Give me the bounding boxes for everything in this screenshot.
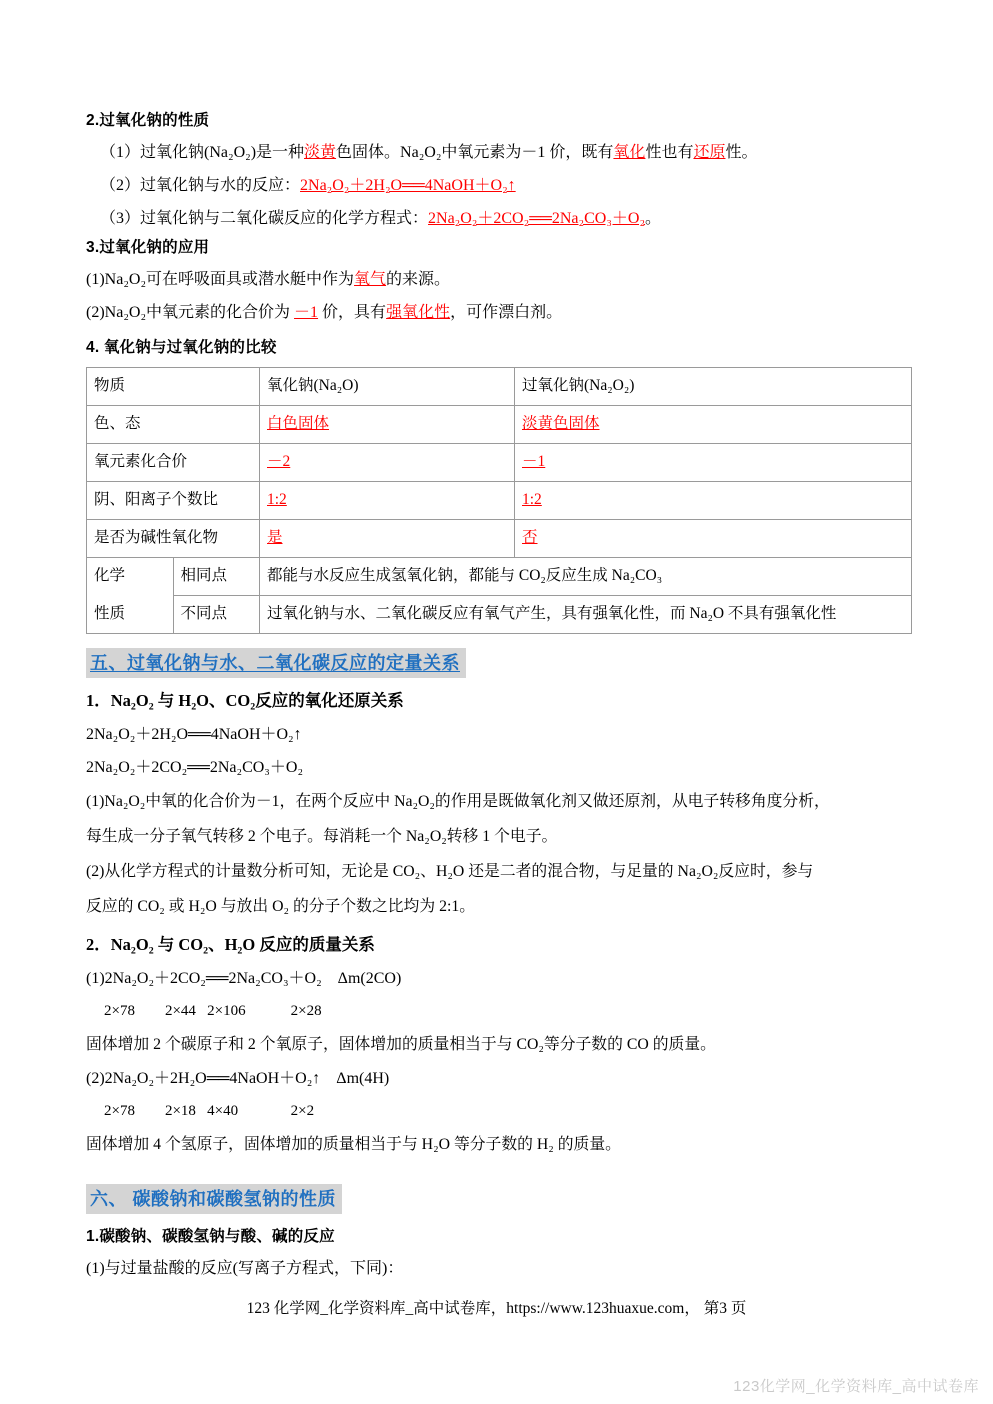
row-3-na2o: 1:2	[260, 482, 515, 520]
section-2-item-2	[86, 169, 912, 202]
s2-i1-mid-2: 性也有	[645, 144, 694, 161]
s2-i1-red-3: 还原	[693, 144, 726, 161]
row-3-label: 阴、阳离子个数比	[87, 482, 260, 520]
row-1-na2o2: 淡黄色固体	[515, 406, 912, 444]
section-5-para-1-line-1: (1)Na₂O₂中氧的化合价为－1，在两个反应中 Na₂O₂的作用是既做氧化剂又做还原剂，从电子转移角度分析，	[86, 793, 830, 810]
table-row	[87, 406, 912, 444]
section-5-para-2-line-2: 反应的 CO₂ 或 H₂O 与放出 O₂ 的分子个数之比均为 2:1。	[86, 898, 476, 915]
s2-i2-label: （2）过氧化钠与水的反应：	[100, 177, 301, 194]
row-3-na2o2: 1:2	[515, 482, 912, 520]
table-row	[87, 368, 912, 406]
section-5-equation-2: 2Na₂O₂＋2CO₂══2Na₂CO₃＋O₂	[86, 759, 304, 776]
s2-i1-post: 性。	[725, 144, 758, 161]
comparison-table	[86, 367, 912, 634]
section-6-sub-1-heading: 1.碳酸钠、碳酸氢钠与酸、碱的反应	[86, 1228, 335, 1245]
section-2-item-3	[86, 202, 912, 235]
section-5-mass-note-1: 固体增加 2 个碳原子和 2 个氧原子，固体增加的质量相当于与 CO₂等分子数的 CO 的质量。	[86, 1036, 716, 1053]
row-4-na2o2: 否	[515, 520, 912, 558]
section-6-heading: 六、 碳酸钠和碳酸氢钠的性质	[86, 1184, 342, 1214]
row-2-label: 氧元素化合价	[87, 444, 260, 482]
section-6-item-1: (1)与过量盐酸的反应(写离子方程式，下同)：	[86, 1260, 404, 1277]
s3-i1-pre: (1)Na₂O₂可在呼吸面具或潜水艇中作为	[86, 271, 355, 288]
row-4-na2o: 是	[260, 520, 515, 558]
row-2-na2o: －2	[260, 444, 515, 482]
section-5-heading-wrap	[86, 648, 912, 678]
s2-i3-label: （3）过氧化钠与二氧化碳反应的化学方程式：	[100, 210, 429, 227]
section-5-sub-2-heading: 2．Na₂O₂ 与 CO₂、H₂O 反应的质量关系	[86, 935, 375, 954]
section-5-equation-1: 2Na₂O₂＋2H₂O══4NaOH＋O₂↑	[86, 726, 302, 743]
section-5-mass-equation-2: (2)2Na₂O₂＋2H₂O══4NaOH＋O₂↑ Δm(4H)	[86, 1070, 390, 1087]
page-footer: 123 化学网_化学资料库_高中试卷库，https://www.123huaxue.com， 第3 页	[246, 1300, 747, 1317]
s3-i1-post: 的来源。	[386, 271, 451, 288]
section-5-para-2-line-1: (2)从化学方程式的计量数分析可知，无论是 CO₂、H₂O 还是二者的混合物，与足量的 Na₂O₂反应时，参与	[86, 863, 814, 880]
section-5-mass-values-2: 2×78 2×18 4×40 2×2	[104, 1103, 315, 1119]
section-5-heading: 五、过氧化钠与水、二氧化碳反应的定量关系	[86, 648, 466, 678]
table-row	[87, 482, 912, 520]
section-5-mass-values-1: 2×78 2×44 2×106 2×28	[104, 1003, 322, 1019]
s2-i1-red-2: 氧化	[613, 144, 646, 161]
section-6-heading-wrap	[86, 1184, 912, 1214]
document-content	[86, 108, 912, 1285]
row-0-na2o: 氧化钠(Na₂O)	[260, 368, 515, 406]
table-row	[87, 520, 912, 558]
s2-i3-equation: 2Na₂O₂＋2CO₂══2Na₂CO₃＋O₂	[428, 210, 646, 227]
section-2-heading: 2.过氧化钠的性质	[86, 112, 210, 129]
section-5-sub-1-heading: 1．Na₂O₂ 与 H₂O、CO₂反应的氧化还原关系	[86, 691, 404, 710]
section-3-heading: 3.过氧化钠的应用	[86, 239, 210, 256]
s3-i2-post: ，可作漂白剂。	[450, 304, 563, 321]
diff-text: 过氧化钠与水、二氧化碳反应有氧气产生，具有强氧化性，而 Na₂O 不具有强氧化性	[260, 596, 912, 634]
chem-prop-label-line-1: 化学	[87, 558, 174, 596]
table-row	[87, 558, 912, 596]
section-2-item-1	[86, 136, 912, 169]
section-5-mass-note-2: 固体增加 4 个氢原子，固体增加的质量相当于与 H₂O 等分子数的 H₂ 的质量。	[86, 1136, 621, 1153]
row-2-na2o2: －1	[515, 444, 912, 482]
row-0-na2o2: 过氧化钠(Na₂O₂)	[515, 368, 912, 406]
same-label: 相同点	[173, 558, 260, 596]
s3-i2-red-1: －1	[294, 304, 319, 321]
s3-i2-pre: (2)Na₂O₂中氧元素的化合价为	[86, 304, 291, 321]
section-3-item-2	[86, 296, 912, 329]
s2-i1-mid-1: 色固体。Na₂O₂中氧元素为－1 价，既有	[336, 144, 614, 161]
row-0-label: 物质	[87, 368, 260, 406]
chem-prop-label-line-2: 性质	[87, 596, 174, 634]
row-1-label: 色、态	[87, 406, 260, 444]
table-row	[87, 596, 912, 634]
row-4-label: 是否为碱性氧化物	[87, 520, 260, 558]
s2-i1-red-1: 淡黄	[304, 144, 337, 161]
s2-i1-pre: （1）过氧化钠(Na₂O₂)是一种	[100, 144, 305, 161]
s2-i2-equation: 2Na₂O₂＋2H₂O══4NaOH＋O₂↑	[300, 177, 516, 194]
section-5-para-1-line-2: 每生成一分子氧气转移 2 个电子。每消耗一个 Na₂O₂转移 1 个电子。	[86, 828, 558, 845]
s3-i2-mid: 价，具有	[322, 304, 387, 321]
section-5-mass-equation-1: (1)2Na₂O₂＋2CO₂══2Na₂CO₃＋O₂ Δm(2CO)	[86, 970, 402, 987]
same-text: 都能与水反应生成氢氧化钠，都能与 CO₂反应生成 Na₂CO₃	[260, 558, 912, 596]
row-1-na2o: 白色固体	[260, 406, 515, 444]
s3-i2-red-2: 强氧化性	[386, 304, 451, 321]
watermark: 123化学网_化学资料库_高中试卷库	[733, 1378, 979, 1395]
section-4-heading: 4. 氧化钠与过氧化钠的比较	[86, 339, 277, 356]
table-row	[87, 444, 912, 482]
s3-i1-red: 氧气	[354, 271, 387, 288]
section-3-item-1	[86, 263, 912, 296]
diff-label: 不同点	[173, 596, 260, 634]
s2-i3-post: 。	[645, 210, 662, 227]
